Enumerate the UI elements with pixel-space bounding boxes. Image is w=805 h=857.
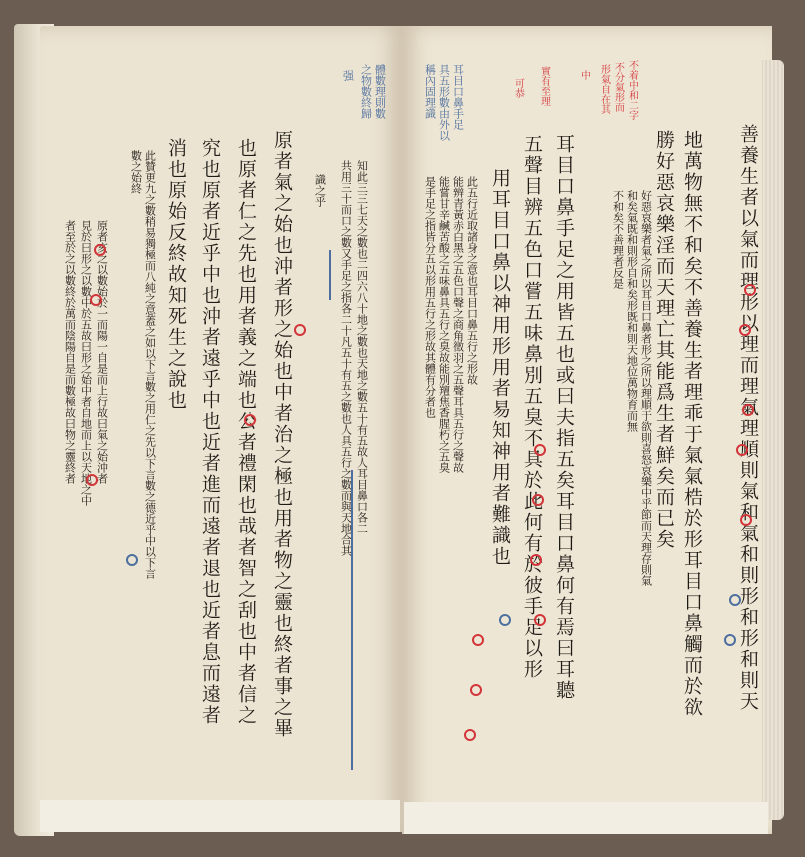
right-page-bottom-margin bbox=[404, 802, 768, 834]
blue-note-left-3: 强 bbox=[341, 70, 355, 81]
right-page-edge bbox=[762, 60, 784, 820]
left-commentary-4: 此贊更九之數稍易獨極而八純之意蓋之如以下言數之用仁之先以下言數之德近乎中以下言 bbox=[143, 150, 157, 579]
red-note-4: 中 bbox=[578, 70, 590, 80]
right-commentary-5: 能辨青黃赤白黑之五色口聲之商角徵羽之五聲耳具五行之聲故 bbox=[451, 176, 465, 473]
blue-note-right-3: 稱內固理識 bbox=[423, 64, 437, 119]
left-commentary-6: 原者亥之以數始於一而陽一自是而上行故曰氣之始沖者 bbox=[95, 220, 109, 484]
left-column-1: 原者氣之始也沖者形之始也中者治之極也用者物之靈也終者事之畢 bbox=[271, 130, 293, 739]
blue-note-right-1: 耳目口鼻手足 bbox=[451, 64, 465, 130]
left-commentary-2: 共用三十而口之數又手足之指各二十凡五十有五之數也人具五行之數而與天地合其 bbox=[339, 160, 353, 556]
right-commentary-7: 是手足之指皆分五以形用五行之形故其體有分者也 bbox=[423, 176, 437, 418]
left-commentary-7: 見於曰形之以數中於五故曰形之始中者自地而上以天地之中 bbox=[79, 220, 93, 506]
left-commentary-5: 數之始終 bbox=[129, 150, 143, 194]
left-commentary-1: 知此三三七天之數也二四六八十地之數也天地之數五十有五故人耳目鼻口各二 bbox=[355, 160, 369, 534]
red-note-2: 不分氣形而 bbox=[612, 62, 624, 112]
right-column-6: 用耳目口鼻以神用形用者易知神用者難識也 bbox=[489, 168, 511, 567]
left-page-bottom-margin bbox=[40, 800, 400, 832]
right-commentary-4: 此五行近取諸身之意也耳目口鼻五行之形故 bbox=[465, 176, 479, 385]
red-note-3: 形氣自在其 bbox=[598, 64, 610, 114]
right-column-2: 地萬物無不和矣不善養生者理乖于氣氣梏於形耳目口鼻觸而於欲 bbox=[681, 130, 703, 718]
right-column-4: 耳目口鼻手足之用皆五也或曰夫指五矣耳目口鼻何有焉曰耳聽 bbox=[553, 134, 575, 701]
red-note-5: 實有至理 bbox=[538, 66, 550, 106]
left-column-2: 也原者仁之先也用者義之端也公者禮閑也哉者智之刮也中者信之 bbox=[235, 138, 257, 726]
left-commentary-8: 者至於之以數終於萬而陰陽自是而數極故曰物之靈終者 bbox=[63, 220, 77, 484]
right-column-3: 勝好惡哀樂淫而天理亡其能爲生者鮮矣而已矣 bbox=[653, 130, 675, 550]
left-column-3: 究也原者近乎中也沖者遠乎中也近者進而遠者退也近者息而遠者 bbox=[199, 138, 221, 726]
left-column-4: 消也原始反終故知死生之說也 bbox=[165, 138, 187, 411]
faint-seal-impression bbox=[160, 66, 177, 78]
blue-note-right-2: 具五形數由外以 bbox=[437, 64, 451, 141]
red-note-6: 可恭 bbox=[512, 78, 524, 98]
right-commentary-2: 和矣氣既和則形自和矣形既和則天地位萬物育而無 bbox=[625, 190, 639, 432]
blue-note-left-1: 體數理則數 bbox=[373, 64, 387, 119]
blue-note-left-2: 之物數終歸 bbox=[359, 64, 373, 119]
right-commentary-3: 不和矣不善理者反是 bbox=[611, 190, 625, 289]
right-column-1: 善養生者以氣而理形以理而理氣理順則氣和氣和則形和形和則天 bbox=[737, 124, 759, 712]
left-commentary-3: 識之乎 bbox=[313, 174, 327, 207]
right-commentary-6: 能嘗甘辛鹹苦酸之五味鼻具五行之臭故能別羶焦香腥朽之五臭 bbox=[437, 176, 451, 473]
right-column-5: 五聲目辨五色口嘗五味鼻別五臭不具於此何有於彼手足以形 bbox=[521, 134, 543, 680]
red-note-1: 不着中和二字 bbox=[626, 60, 638, 120]
right-commentary-1: 好惡哀樂者氣之所以耳目口鼻者形之所以理順于欲則喜怒哀樂中乎節而天理存則氣 bbox=[639, 190, 653, 586]
